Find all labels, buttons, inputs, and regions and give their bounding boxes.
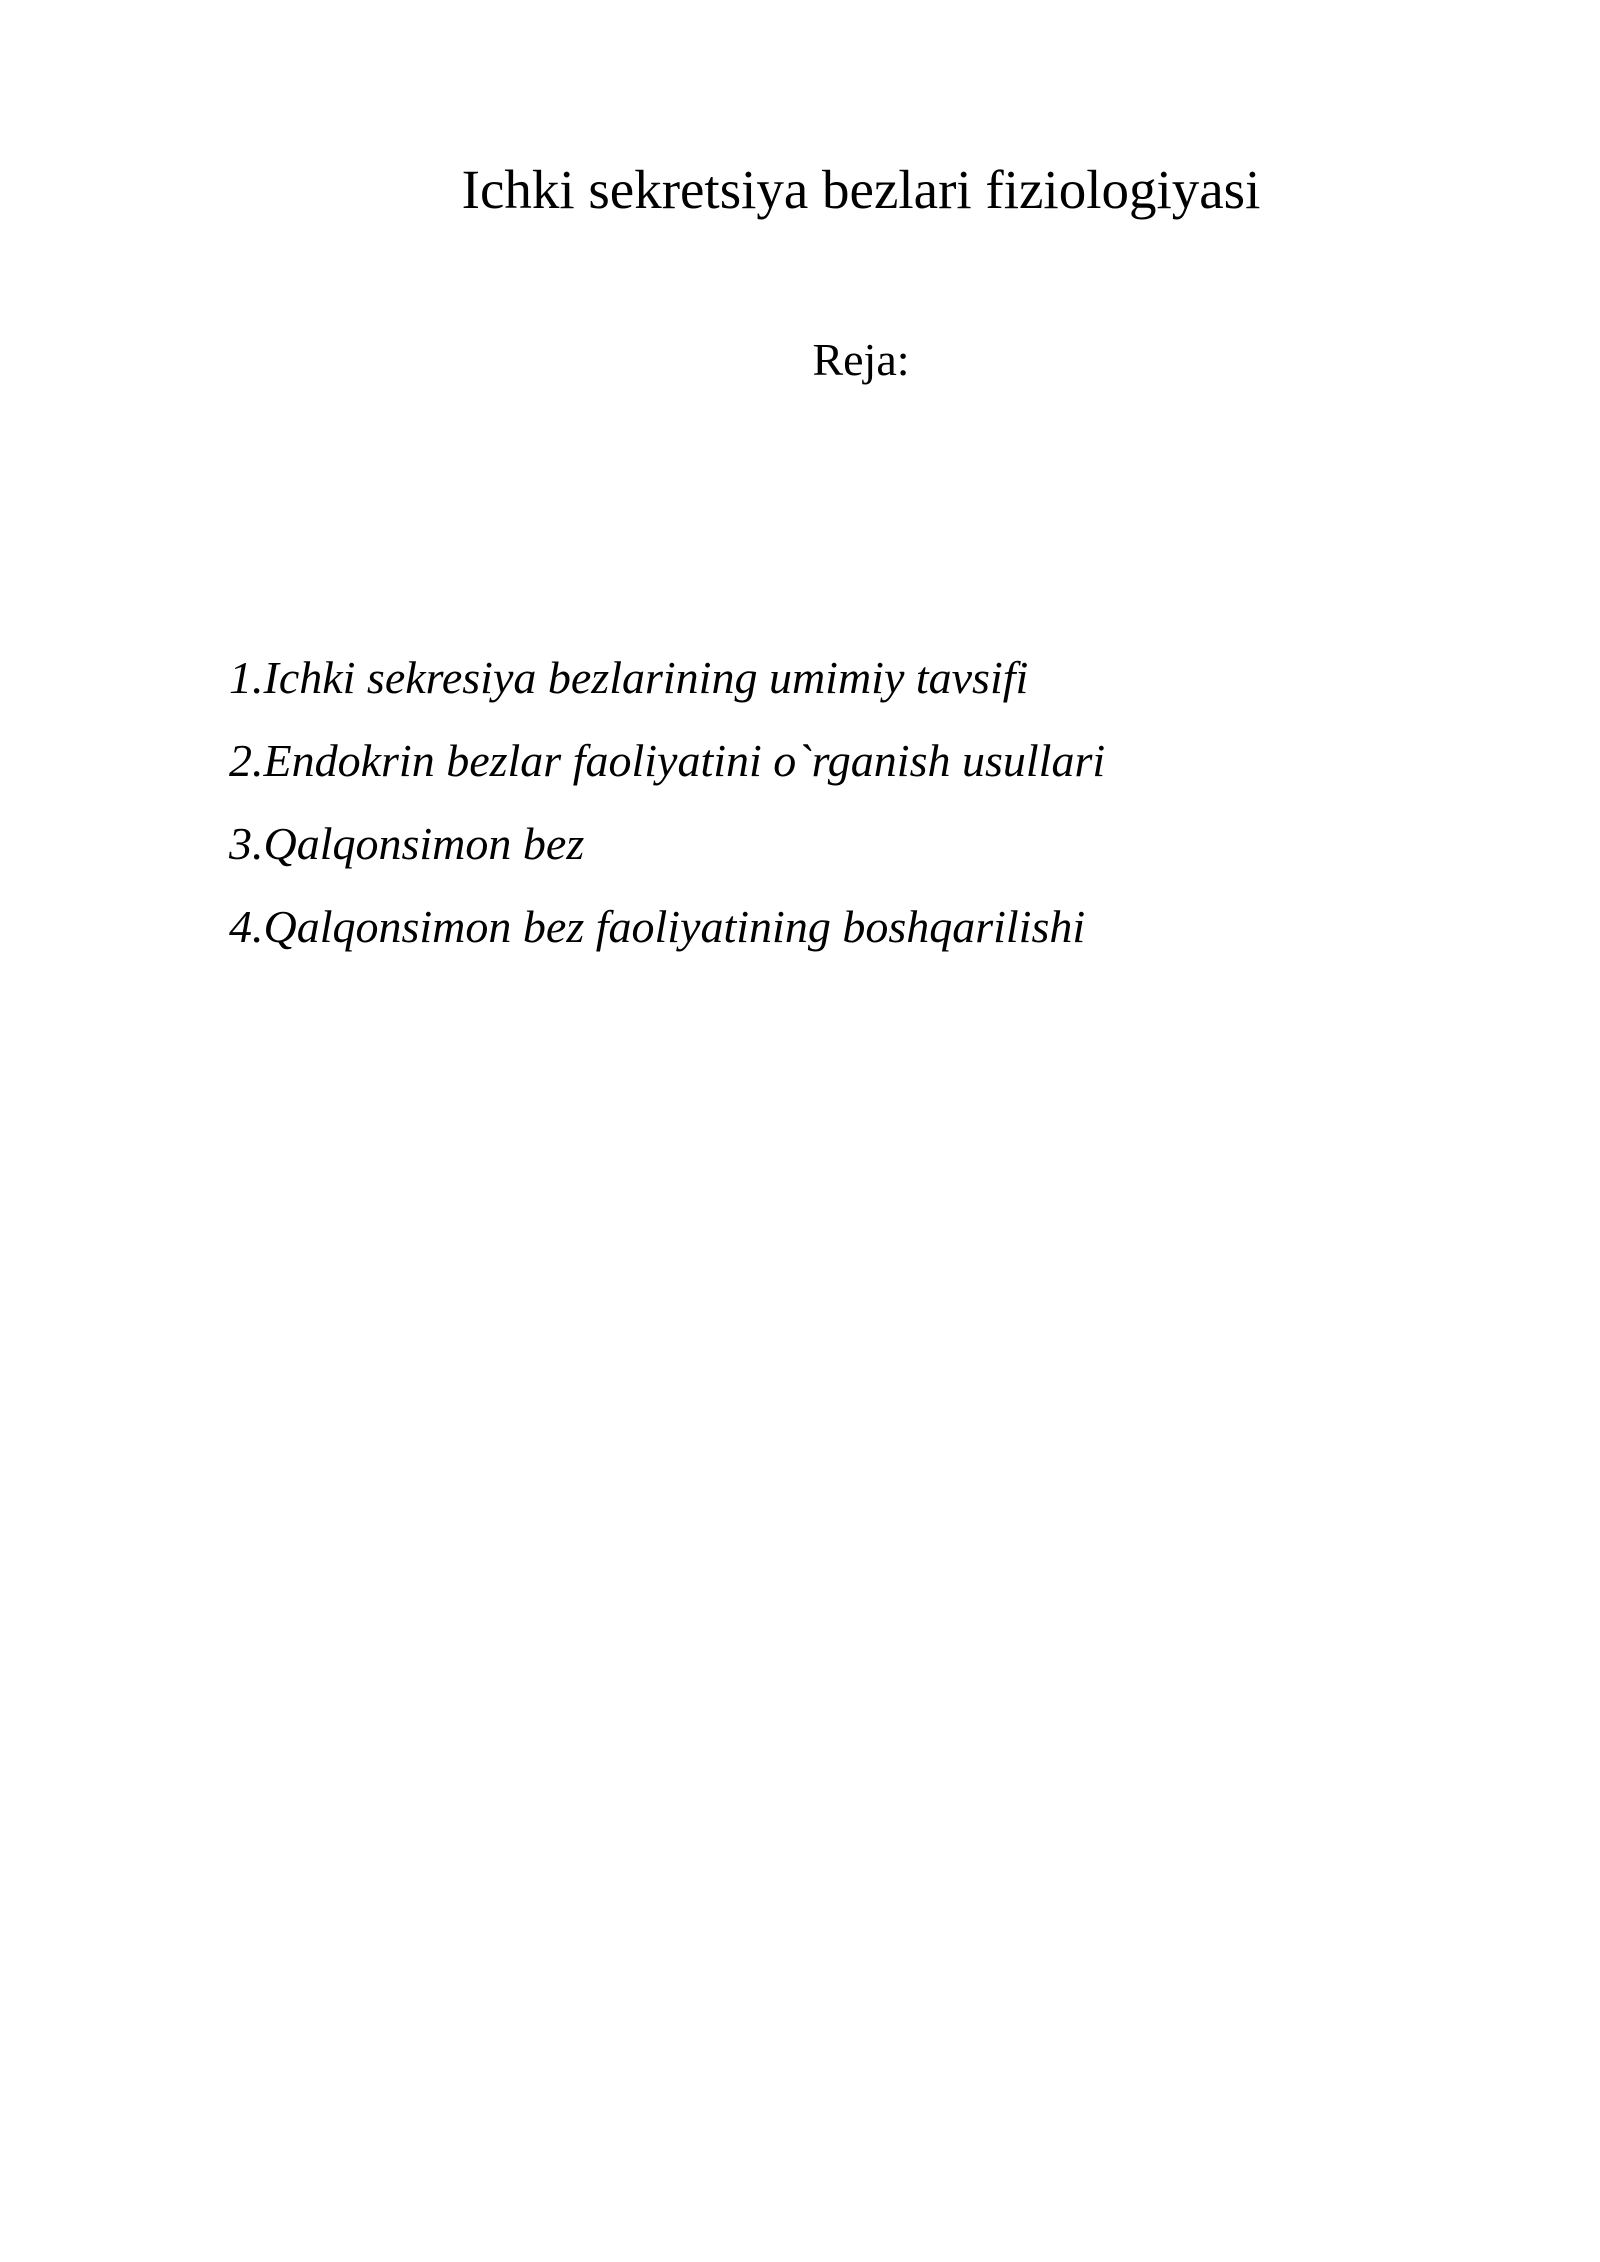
plan-item: 1.Ichki sekresiya bezlarining umimiy tavsifi [229,652,1029,703]
plan-heading: Reja: [812,334,910,385]
plan-item: 4.Qalqonsimon bez faoliyatining boshqarilishi [229,901,1086,952]
document-title: Ichki sekretsiya bezlari fiziologiyasi [461,159,1261,220]
plan-list [229,636,1105,968]
plan-item: 2.Endokrin bezlar faoliyatini o`rganish usullari [229,735,1106,786]
plan-item: 3.Qalqonsimon bez [229,818,585,869]
